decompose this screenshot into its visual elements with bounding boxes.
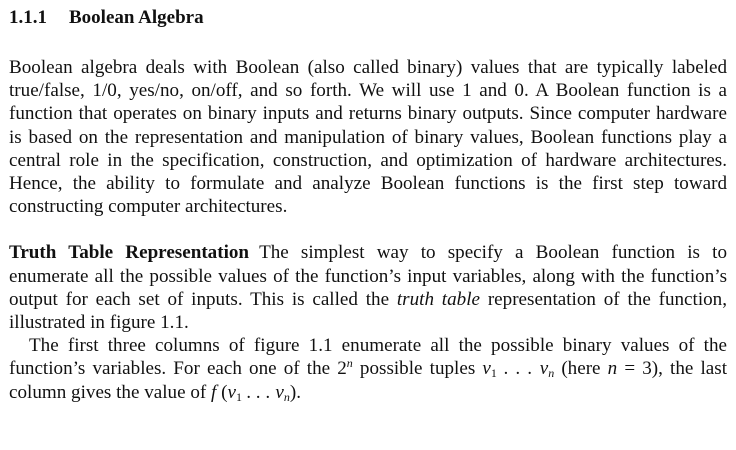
math-f-expression: f ($v_1$ . . . $v_n$). — [211, 381, 302, 404]
truth-table-text-1: The simplest way to specify a Boolean function is to enumerate all the possible values of the function’s input variables, along with the function’s output for each set of inputs. This is called the — [9, 242, 728, 310]
intro-paragraph: Boolean algebra deals with Boolean (also called binary) values that are typically labeled true/false, 1/0, yes/no, on/off, and so forth. We will use 1 and 0. A Boolean function is a function that operates on binary inputs and returns binary outputs. Since computer hardware is based on the representation and manipulation of binary values, Boolean functions play a central role in the specification, construction, and optimization of hardware architectures. Hence, the ability to formulate and analyze Boolean functions is the first step toward constructing computer architectures. — [9, 57, 727, 218]
section-number: 1.1.1 — [9, 7, 47, 28]
columns-text-4: = 3), the last column gives the value of — [9, 358, 728, 403]
section-title: Boolean Algebra — [69, 7, 204, 28]
columns-text-2: possible tuples — [352, 358, 483, 380]
columns-text-1: The first three columns of figure 1.1 enumerate all the possible binary values of the function’s variables. For each one of the 2 — [9, 335, 727, 380]
truth-table-text-2: representation of the function, illustrated in figure 1.1. — [9, 288, 728, 334]
columns-paragraph — [9, 334, 727, 404]
math-v1: $v_1$ . . . $v_n$ — [482, 358, 555, 381]
exponent-n: n — [346, 356, 353, 371]
truth-table-emphasis: truth table — [396, 288, 480, 310]
document-page — [9, 6, 727, 404]
truth-table-paragraph — [9, 241, 727, 334]
math-n: n — [607, 358, 618, 380]
section-heading — [9, 6, 727, 30]
run-in-heading: Truth Table Representation — [9, 242, 250, 264]
columns-text-3: (here — [554, 358, 608, 380]
